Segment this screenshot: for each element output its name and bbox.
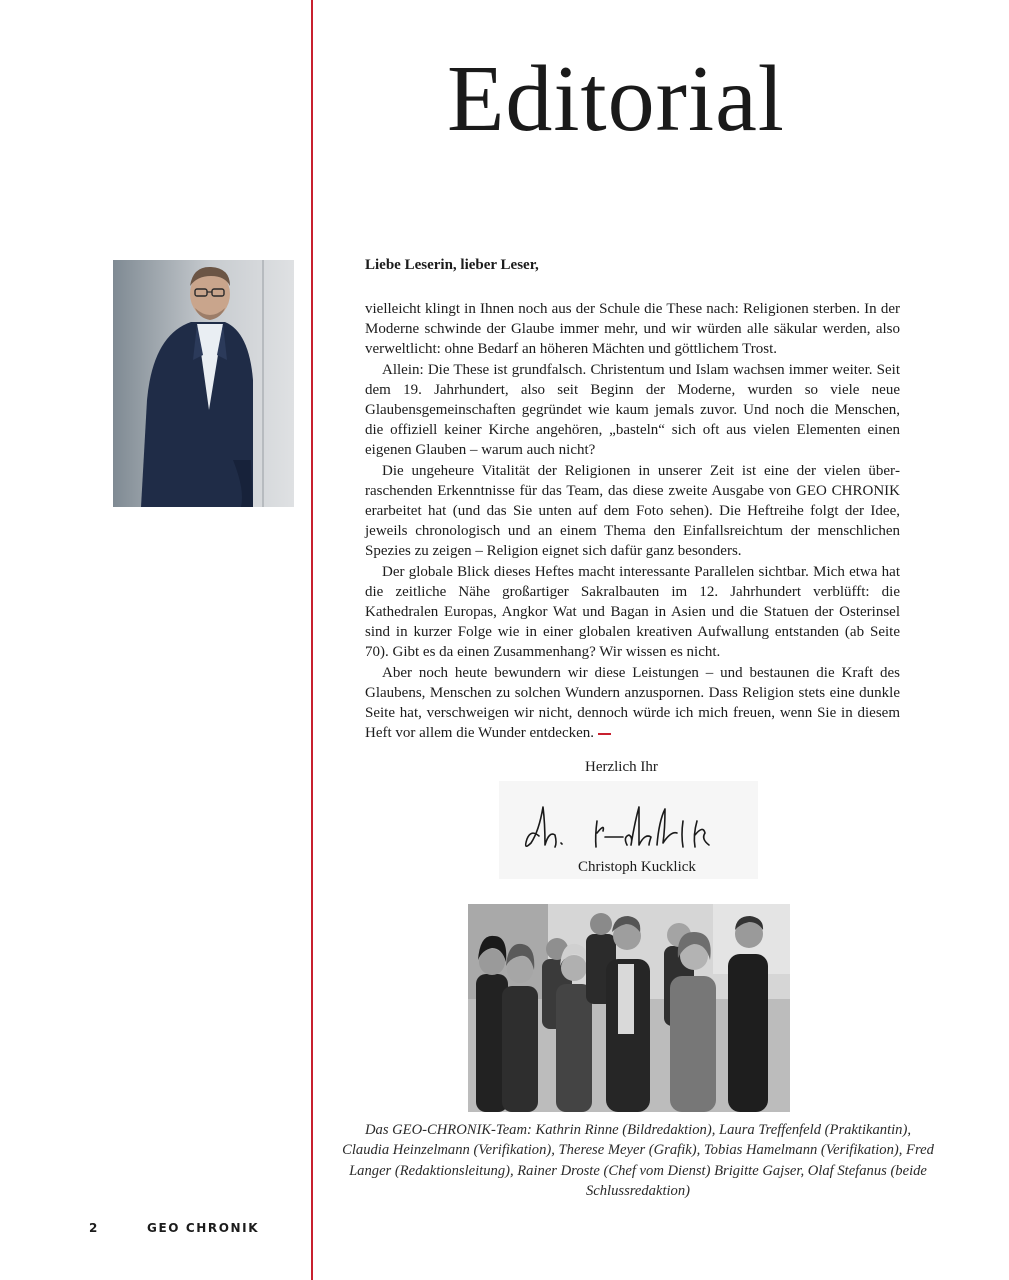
- red-vertical-rule: [311, 0, 313, 1280]
- page-title: Editorial: [447, 47, 785, 151]
- salutation: Liebe Leserin, lieber Leser,: [365, 257, 539, 273]
- team-photo-caption: Das GEO-CHRONIK-Team: Kathrin Rinne (Bildredaktion), Laura Treffenfeld (Praktikantin), Claudia Heinzelmann (Verifikation), Therese Meyer (Grafik), Tobias Hamelmann (Verifikation), Fred Langer (Redaktionsleitung), Rainer Droste (Chef vom Dienst) Brigitte Gajser, Olaf Stefanus (beide Schlussredaktion): [342, 1122, 934, 1199]
- paragraph: Allein: Die These ist grundfalsch. Christentum und Islam wachsen immer weiter. Seit dem 19. Jahrhundert, also seit Beginn der Moderne, wurden so viele neue Glaubensgemeinschaften gegründet wie kaum jemals zuvor. Und noch die Menschen, die offiziell keiner Kirche angehören, „basteln“ sich oft aus vielen Elementen einen eigenen Glauben – warum auch nicht?: [365, 361, 900, 459]
- signer-name: Christoph Kucklick: [578, 859, 696, 875]
- end-mark-icon: [598, 733, 611, 735]
- closing-line: Herzlich Ihr: [585, 759, 658, 775]
- paragraph-text: Aber noch heute bewundern wir diese Leistungen – und bestaunen die Kraft des Glaubens, Menschen zu solchen Wundern anzuspornen. Dass Religion stets eine dunkle Seite hat, verschweigen wir nicht, dennoch würde ich mich freuen, wenn Sie in diesem Heft vor allem die Wunder entdecken.: [365, 664, 900, 742]
- paragraph: vielleicht klingt in Ihnen noch aus der Schule die These nach: Religionen sterben. In der Moderne schwinde der Glaube immer mehr, und wir würden alle säkular werden, also verweltlicht: ohne Bedarf an höheren Mächten und göttlichem Trost.: [365, 301, 900, 358]
- paragraph: Die ungeheure Vitalität der Religionen in unserer Zeit ist eine der vielen überraschenden Erkenntnisse für das Team, das diese zweite Ausgabe von GEO CHRONIK erarbeitet hat (und das Sie unten auf dem Foto sehen). Die Heftreihe folgt der Idee, jeweils chronologisch und an einem Thema den Einfallsreichtum der menschlichen Spezies zu zeigen – Religion eignet sich dafür ganz besonders.: [365, 462, 900, 560]
- paragraph-last: [365, 663, 900, 744]
- portrait-illustration: [113, 260, 294, 507]
- folio-magazine-title: GEO CHRONIK: [147, 1221, 260, 1235]
- page-number: 2: [89, 1221, 98, 1235]
- team-photo-illustration: [468, 904, 790, 1112]
- paragraph: Der globale Blick dieses Heftes macht interessante Parallelen sichtbar. Mich etwa hat die zeitliche Nähe großartiger Sakralbauten im 12. Jahrhundert verblüfft: die Kathedralen Europas, Angkor Wat und Bagan in Asien und die Statuen der Osterinsel sind in kurzer Folge wie in einer globalen kreativen Aufwallung entstanden (ab Seite 70). Gibt es da einen Zusammenhang? Wir wissen es nicht.: [365, 563, 900, 661]
- portrait-photo: [113, 260, 294, 507]
- team-photo: [468, 904, 790, 1112]
- editorial-body: [365, 299, 900, 743]
